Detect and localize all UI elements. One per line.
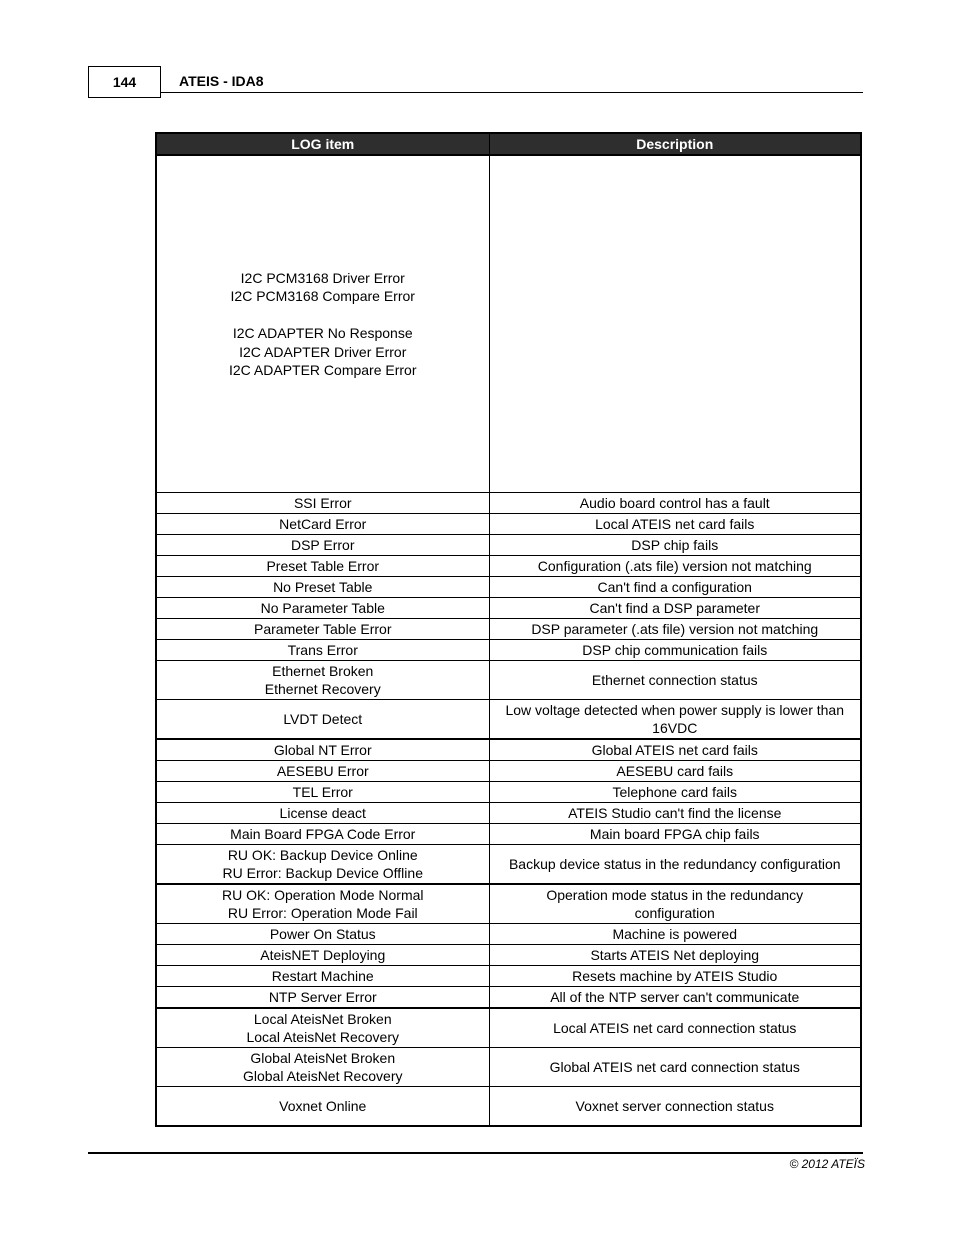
page-number: 144	[88, 66, 161, 98]
copyright-notice: © 2012 ATEÏS	[789, 1157, 865, 1171]
description-cell: Audio board control has a fault	[489, 493, 861, 514]
table-row	[156, 640, 861, 661]
description-cell: Local ATEIS net card connection status	[489, 1008, 861, 1048]
table-row	[156, 884, 861, 924]
log-item-cell: Global NT Error	[156, 739, 489, 761]
description-cell: Starts ATEIS Net deploying	[489, 945, 861, 966]
table-row	[156, 556, 861, 577]
log-item-cell: TEL Error	[156, 782, 489, 803]
table-row	[156, 761, 861, 782]
table-row	[156, 803, 861, 824]
log-items-table	[155, 132, 862, 1127]
table-row	[156, 824, 861, 845]
description-cell: Global ATEIS net card fails	[489, 739, 861, 761]
document-title: ATEIS - IDA8	[179, 73, 264, 89]
table-row	[156, 619, 861, 640]
table-row	[156, 945, 861, 966]
table-row	[156, 1048, 861, 1087]
table-row	[156, 661, 861, 700]
log-item-cell: Preset Table Error	[156, 556, 489, 577]
table-row	[156, 700, 861, 740]
description-cell: DSP chip fails	[489, 535, 861, 556]
description-cell: Resets machine by ATEIS Studio	[489, 966, 861, 987]
footer-rule	[88, 1152, 863, 1154]
description-cell: Main board FPGA chip fails	[489, 824, 861, 845]
log-item-cell: AteisNET Deploying	[156, 945, 489, 966]
log-item-cell: SSI Error	[156, 493, 489, 514]
table-header-row	[156, 133, 861, 155]
table-row	[156, 514, 861, 535]
log-item-cell: I2C PCM3168 Driver Error I2C PCM3168 Compare Error I2C ADAPTER No Response I2C ADAPTER Driver Error I2C ADAPTER Compare Error	[156, 155, 489, 493]
description-cell: Machine is powered	[489, 924, 861, 945]
description-cell: Backup device status in the redundancy configuration	[489, 845, 861, 885]
log-item-cell: AESEBU Error	[156, 761, 489, 782]
table-row	[156, 1087, 861, 1127]
log-item-cell: Main Board FPGA Code Error	[156, 824, 489, 845]
table-row	[156, 1008, 861, 1048]
table-body	[156, 155, 861, 1126]
log-item-cell: Restart Machine	[156, 966, 489, 987]
description-cell: Global ATEIS net card connection status	[489, 1048, 861, 1087]
log-item-cell: DSP Error	[156, 535, 489, 556]
log-item-cell: No Preset Table	[156, 577, 489, 598]
description-cell: Voxnet server connection status	[489, 1087, 861, 1127]
log-item-cell: NTP Server Error	[156, 987, 489, 1009]
log-item-cell: NetCard Error	[156, 514, 489, 535]
table-row	[156, 739, 861, 761]
column-header-description: Description	[489, 133, 861, 155]
table-row	[156, 155, 861, 493]
description-cell: Low voltage detected when power supply is lower than 16VDC	[489, 700, 861, 740]
description-cell: AESEBU card fails	[489, 761, 861, 782]
table-row	[156, 598, 861, 619]
table-row	[156, 493, 861, 514]
description-cell: DSP parameter (.ats file) version not matching	[489, 619, 861, 640]
table-row	[156, 966, 861, 987]
description-cell: Configuration (.ats file) version not matching	[489, 556, 861, 577]
table-row	[156, 845, 861, 885]
header-rule	[161, 92, 863, 93]
description-cell: Can't find a DSP parameter	[489, 598, 861, 619]
log-item-cell: License deact	[156, 803, 489, 824]
log-item-cell: RU OK: Operation Mode Normal RU Error: Operation Mode Fail	[156, 884, 489, 924]
table-row	[156, 924, 861, 945]
log-item-cell: Global AteisNet Broken Global AteisNet Recovery	[156, 1048, 489, 1087]
log-item-cell: No Parameter Table	[156, 598, 489, 619]
description-cell: Can't find a configuration	[489, 577, 861, 598]
log-item-cell: Voxnet Online	[156, 1087, 489, 1127]
log-item-cell: Power On Status	[156, 924, 489, 945]
table-row	[156, 577, 861, 598]
table-row	[156, 987, 861, 1009]
log-item-cell: Ethernet Broken Ethernet Recovery	[156, 661, 489, 700]
log-item-cell: RU OK: Backup Device Online RU Error: Backup Device Offline	[156, 845, 489, 885]
description-cell: ATEIS Studio can't find the license	[489, 803, 861, 824]
log-item-cell: Local AteisNet Broken Local AteisNet Recovery	[156, 1008, 489, 1048]
log-item-cell: Parameter Table Error	[156, 619, 489, 640]
log-item-cell: Trans Error	[156, 640, 489, 661]
column-header-log-item: LOG item	[156, 133, 489, 155]
log-item-cell: LVDT Detect	[156, 700, 489, 740]
description-cell: Ethernet connection status	[489, 661, 861, 700]
description-cell: Local ATEIS net card fails	[489, 514, 861, 535]
table-row	[156, 782, 861, 803]
description-cell: Telephone card fails	[489, 782, 861, 803]
table-row	[156, 535, 861, 556]
description-cell	[489, 155, 861, 493]
description-cell: All of the NTP server can't communicate	[489, 987, 861, 1009]
description-cell: DSP chip communication fails	[489, 640, 861, 661]
description-cell: Operation mode status in the redundancy configuration	[489, 884, 861, 924]
